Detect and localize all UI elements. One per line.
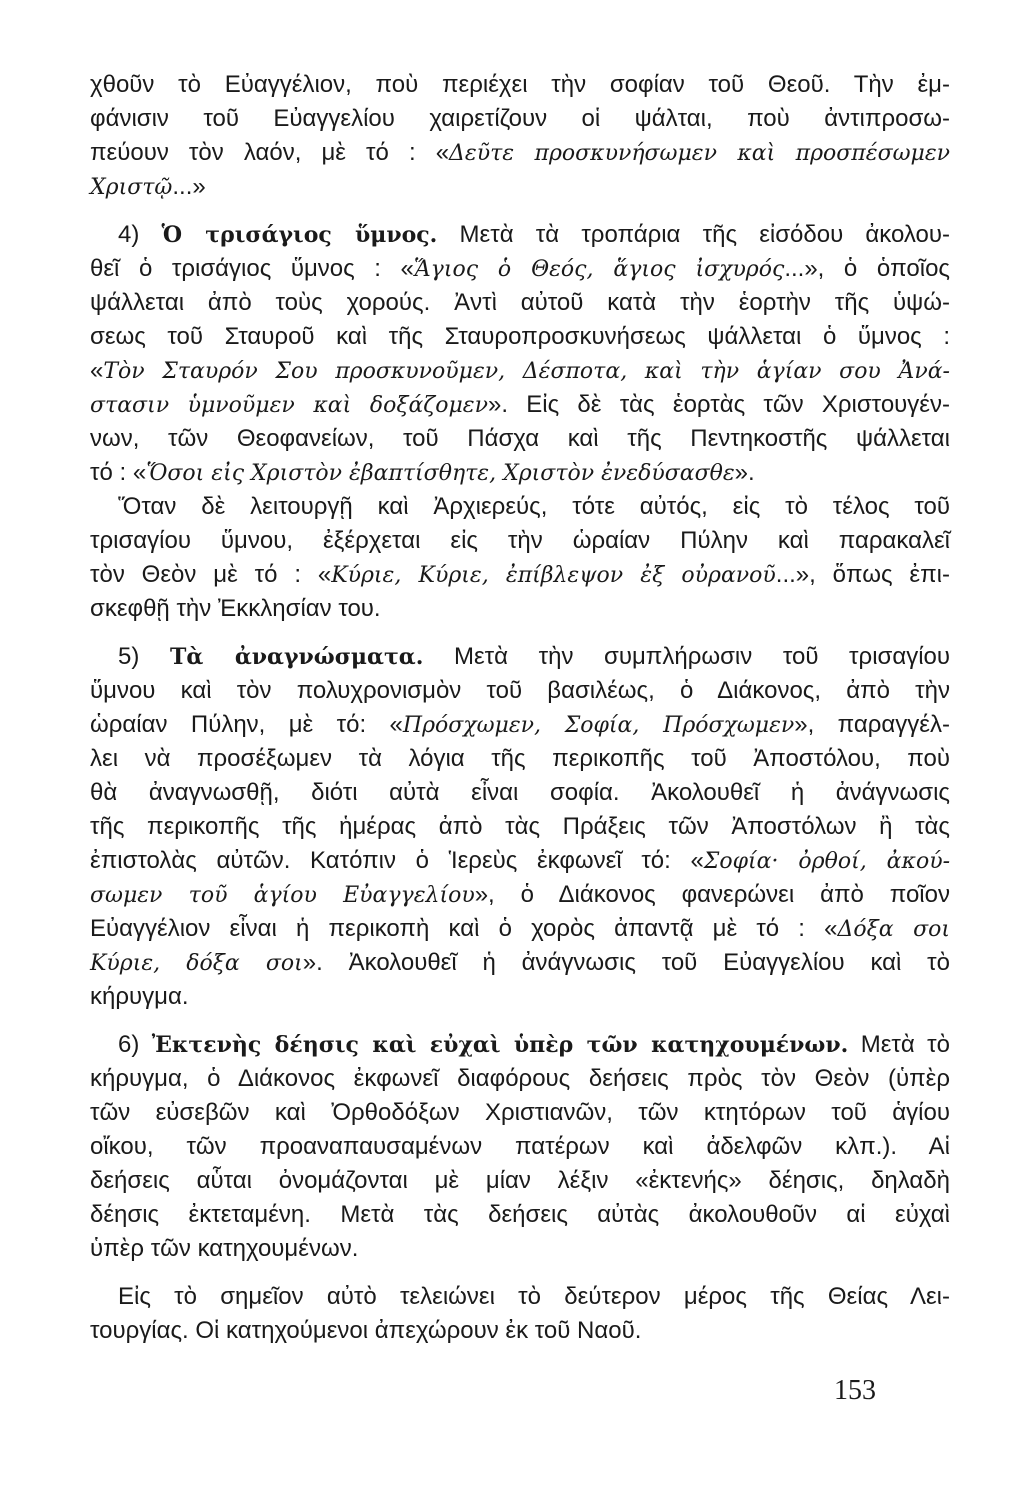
section-title: Τὰ ἀναγνώσματα.	[169, 644, 424, 670]
quote-italic: Κύριε, δόξα σοι	[90, 951, 303, 976]
text-line: χθοῦν τὸ Εὐαγγέλιον, ποὺ περιέχει τὴν σοφίαν τοῦ Θεοῦ. Τὴν ἐμ-	[90, 71, 950, 98]
text-line: Ὅταν δὲ λειτουργῇ καὶ Ἀρχιερεύς, τότε αὐτός, εἰς τὸ τέλος τοῦ	[118, 493, 950, 520]
text-run: ...»	[172, 173, 206, 200]
section-title: Ἐκτενὴς δέησις καὶ εὐχαὶ ὑπὲρ τῶν κατηχουμένων.	[151, 1032, 849, 1058]
text-line	[90, 456, 950, 490]
text-line	[90, 708, 950, 742]
text-line: δεήσεις αὗται ὀνομάζονται μὲ μίαν λέξιν «ἐκτενής» δέησις, δηλαδὴ	[90, 1167, 950, 1194]
text-line: οἴκου, τῶν προαναπαυσαμένων πατέρων καὶ ἀδελφῶν κλπ.). Αἱ	[90, 1133, 950, 1160]
text-line: κήρυγμα, ὁ Διάκονος ἐκφωνεῖ διαφόρους δεήσεις πρὸς τὸν Θεὸν (ὑπὲρ	[90, 1065, 950, 1092]
text-line: ὕμνου καὶ τὸν πολυχρονισμὸν τοῦ βασιλέως, ὁ Διάκονος, ἀπὸ τὴν	[90, 677, 950, 704]
text-line	[90, 912, 950, 946]
quote-italic: Χριστῷ	[90, 175, 173, 200]
section-4-heading-line	[90, 218, 950, 252]
text-line	[90, 136, 950, 170]
text-line	[90, 252, 950, 286]
section-number: 6)	[118, 1031, 140, 1058]
text-line: τρισαγίου ὕμνου, ἐξέρχεται εἰς τὴν ὡραίαν Πύλην καὶ παρακαλεῖ	[90, 527, 950, 554]
text-line: ὑπὲρ τῶν κατηχουμένων.	[90, 1235, 359, 1262]
text-run: Μετὰ τὰ τροπάρια τῆς εἰσόδου ἀκολου-	[459, 221, 951, 248]
text-line: νων, τῶν Θεοφανείων, τοῦ Πάσχα καὶ τῆς Πεντηκοστῆς ψάλλεται	[90, 425, 950, 452]
text-run: », ὁ Διάκονος φανερώνει ἀπὸ ποῖον	[474, 881, 950, 908]
text-line: τῶν εὐσεβῶν καὶ Ὀρθοδόξων Χριστιανῶν, τῶν κτητόρων τοῦ ἁγίου	[90, 1099, 950, 1126]
text-line	[90, 170, 950, 204]
text-line: δέησις ἐκτεταμένη. Μετὰ τὰς δεήσεις αὐτὰς ἀκολουθοῦν αἱ εὐχαὶ	[90, 1201, 950, 1228]
text-run: », παραγγέλ-	[794, 711, 950, 738]
text-run: Μετὰ τὸ	[860, 1031, 950, 1058]
text-run: ...», ὁ ὁποῖος	[784, 255, 950, 282]
page-body	[90, 68, 950, 1348]
quote-italic: Τὸν Σταυρόν Σου προσκυνοῦμεν, Δέσποτα, καὶ τὴν ἁγίαν σου Ἀνά-	[103, 359, 950, 384]
text-line: σεως τοῦ Σταυροῦ καὶ τῆς Σταυροπροσκυνήσεως ψάλλεται ὁ ὕμνος :	[90, 323, 950, 350]
quote-italic: Ὅσοι εἰς Χριστὸν ἐβαπτίσθητε, Χριστὸν ἐνεδύσασθε	[146, 461, 735, 486]
text-line: τῆς περικοπῆς τῆς ἡμέρας ἀπὸ τὰς Πράξεις τῶν Ἀποστόλων ἢ τὰς	[90, 813, 950, 840]
section-5-heading-line	[90, 640, 950, 674]
text-run: ὡραίαν Πύλην, μὲ τό: «	[90, 711, 403, 738]
text-run: ». Ἀκολουθεῖ ἡ ἀνάγνωσις τοῦ Εὐαγγελίου καὶ τὸ	[302, 949, 950, 976]
text-line	[90, 946, 950, 980]
text-line	[90, 388, 950, 422]
text-line: Εἰς τὸ σημεῖον αὐτὸ τελειώνει τὸ δεύτερον μέρος τῆς Θείας Λει-	[118, 1283, 950, 1310]
text-run: θεῖ ὁ τρισάγιος ὕμνος : «	[90, 255, 414, 282]
text-run: ».	[734, 459, 755, 486]
text-line	[90, 558, 950, 592]
text-run: τό : «	[90, 459, 147, 486]
quote-italic: Σοφία· ὀρθοί, ἀκού-	[703, 849, 951, 874]
text-line: θὰ ἀναγνωσθῇ, διότι αὐτὰ εἶναι σοφία. Ἀκολουθεῖ ἡ ἀνάγνωσις	[90, 779, 950, 806]
text-run: ...», ὅπως ἐπι-	[775, 561, 950, 588]
text-line: ψάλλεται ἀπὸ τοὺς χορούς. Ἀντὶ αὐτοῦ κατὰ τὴν ἑορτὴν τῆς ὑψώ-	[90, 289, 950, 316]
text-line: κήρυγμα.	[90, 983, 189, 1010]
text-run: πεύουν τὸν λαόν, μὲ τό : «	[90, 139, 450, 166]
section-6-heading-line	[90, 1028, 950, 1062]
quote-italic: στασιν ὑμνοῦμεν καὶ δοξάζομεν	[90, 393, 488, 418]
text-line: τουργίας. Οἱ κατηχούμενοι ἀπεχώρουν ἐκ τοῦ Ναοῦ.	[90, 1317, 642, 1344]
section-number: 5)	[118, 643, 140, 670]
quote-italic: Κύριε, Κύριε, ἐπίβλεψον ἐξ οὐρανοῦ	[331, 563, 776, 588]
text-run: Εὐαγγέλιον εἶναι ἡ περικοπὴ καὶ ὁ χορὸς ἀπαντᾷ μὲ τό : «	[90, 915, 838, 942]
text-run: ». Εἰς δὲ τὰς ἑορτὰς τῶν Χριστουγέν-	[487, 391, 950, 418]
section-number: 4)	[118, 221, 140, 248]
text-line: σκεφθῇ τὴν Ἐκκλησίαν του.	[90, 595, 381, 622]
section-title: Ὁ τρισάγιος ὕμνος.	[161, 222, 438, 248]
quote-italic: σωμεν τοῦ ἁγίου Εὐαγγελίου	[90, 883, 475, 908]
text-run: τὸν Θεὸν μὲ τό : «	[90, 561, 332, 588]
text-line	[90, 878, 950, 912]
text-run: Μετὰ τὴν συμπλήρωσιν τοῦ τρισαγίου	[453, 643, 951, 670]
page-number: 153	[834, 1375, 876, 1406]
text-line	[90, 354, 950, 388]
quote-italic: Δεῦτε προσκυνήσωμεν καὶ προσπέσωμεν	[449, 141, 951, 166]
quote-italic: Δόξα σοι	[837, 917, 950, 942]
quote-italic: Πρόσχωμεν, Σοφία, Πρόσχωμεν	[402, 713, 795, 738]
text-line: φάνισιν τοῦ Εὐαγγελίου χαιρετίζουν οἱ ψάλται, ποὺ ἀντιπροσω-	[90, 105, 950, 132]
text-line: λει νὰ προσέξωμεν τὰ λόγια τῆς περικοπῆς τοῦ Ἀποστόλου, ποὺ	[90, 745, 950, 772]
text-line	[90, 844, 950, 878]
text-run: ἐπιστολὰς αὐτῶν. Κατόπιν ὁ Ἱερεὺς ἐκφωνεῖ τό: «	[90, 847, 704, 874]
quote-italic: Ἅγιος ὁ Θεός, ἅγιος ἰσχυρός	[413, 257, 785, 282]
text-run: «	[90, 357, 104, 384]
